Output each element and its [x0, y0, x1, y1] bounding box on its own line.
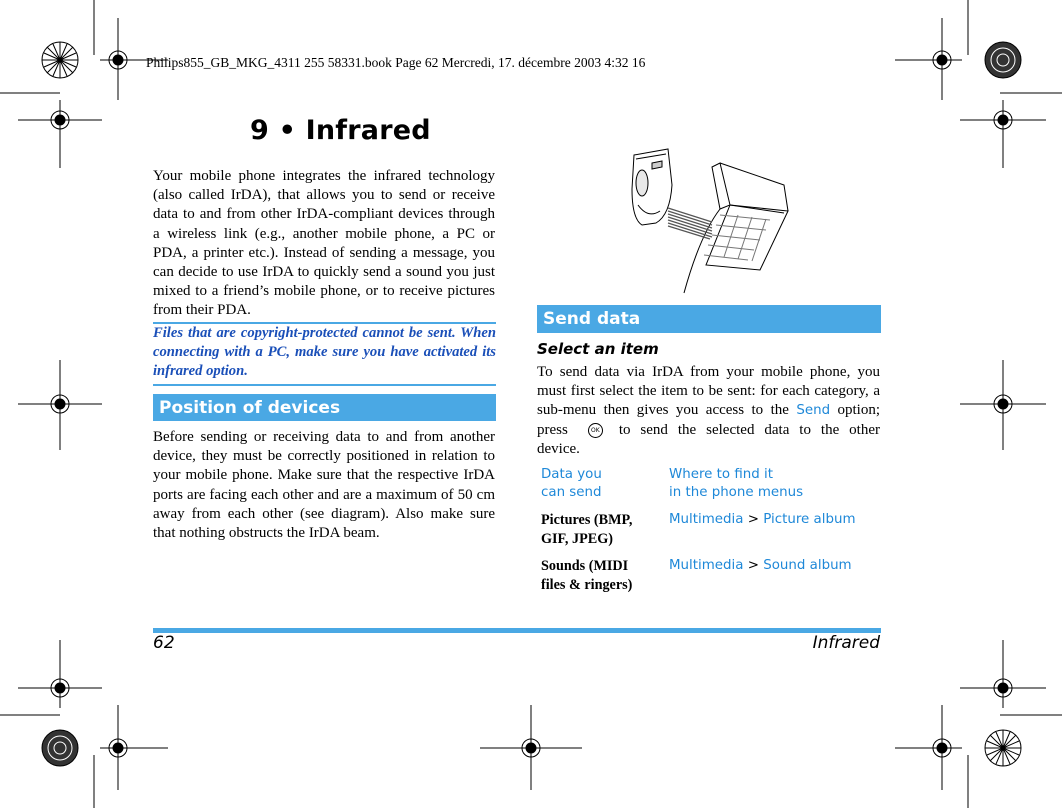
- crosshair-icon: [18, 360, 102, 450]
- crosshair-icon: [18, 100, 102, 168]
- crosshair-icon: [18, 640, 102, 708]
- subhead-select-item: Select an item: [537, 340, 659, 358]
- row1-data-line2: GIF, JPEG): [541, 530, 613, 547]
- table-header-row: [541, 466, 881, 502]
- registration-sun-icon: [985, 730, 1021, 766]
- path-separator: >: [747, 512, 759, 527]
- table-row: [541, 557, 881, 594]
- crosshair-icon: [960, 360, 1046, 450]
- menu-link-multimedia[interactable]: Multimedia: [669, 558, 744, 573]
- copyright-note: Files that are copyright-protected cannot be sent. When connecting with a PC, make sure you have activated its infrared option.: [153, 325, 496, 380]
- crosshair-icon: [895, 18, 962, 100]
- row2-data-line2: files & ringers): [541, 576, 633, 593]
- header-col2-line2: in the phone menus: [669, 485, 804, 500]
- position-block: [153, 428, 495, 543]
- header-col1-line1: Data you: [541, 467, 602, 482]
- footer-section-name: Infrared: [812, 633, 880, 653]
- print-header: Philips855_GB_MKG_4311 255 58331.book Page 62 Mercredi, 17. décembre 2003 4:32 16: [146, 55, 646, 70]
- send-text-1: To send data via IrDA from your mobile phone, you must first select the item to be sent: for each category, a sub-menu then gives you access to the: [537, 364, 880, 419]
- send-text-3: to send the selected data to the other device.: [537, 421, 880, 457]
- crosshair-icon: [100, 705, 168, 790]
- table-header-col1: [541, 466, 669, 502]
- table-cell-path: [669, 511, 855, 548]
- data-table: [541, 466, 881, 594]
- infrared-illustration: [620, 145, 800, 295]
- chapter-title: 9 • Infrared: [250, 115, 431, 146]
- send-paragraph: [537, 363, 880, 459]
- send-option-link[interactable]: Send: [796, 403, 831, 419]
- header-col1-line2: can send: [541, 485, 602, 500]
- crosshair-icon: [895, 705, 962, 790]
- send-text-2: option; press: [537, 402, 881, 438]
- row2-data-line1: Sounds (MIDI: [541, 558, 629, 574]
- crosshair-icon: [480, 705, 582, 790]
- menu-link-picture-album[interactable]: Picture album: [763, 512, 856, 527]
- registration-wheel-icon: [985, 42, 1021, 78]
- note-block: [153, 324, 496, 382]
- section-title-send: Send data: [543, 309, 641, 329]
- menu-link-multimedia[interactable]: Multimedia: [669, 512, 744, 527]
- section-bar-send: [537, 305, 881, 333]
- intro-paragraph: Your mobile phone integrates the infrared technology (also called IrDA), that allows you to send or receive data to and from other IrDA-compliant devices through a wireless link (e.g., another mobile phone, a PC or PDA, a printer etc.). Instead of sending a message, you can decide to use IrDA to quickly send a sound you just mixed to a friend’s mobile phone, or to receive pictures from their PDA.: [153, 168, 495, 319]
- section-bar-position: [153, 394, 496, 421]
- send-block: [537, 363, 880, 459]
- table-cell-path: [669, 557, 852, 594]
- table-cell-data: [541, 511, 669, 548]
- page-number: 62: [153, 633, 175, 653]
- footer-rule: [153, 628, 881, 633]
- intro-block: [153, 167, 495, 321]
- crosshair-icon: [960, 100, 1046, 168]
- registration-sun-icon: [42, 42, 78, 78]
- menu-link-sound-album[interactable]: Sound album: [763, 558, 852, 573]
- crosshair-icon: [960, 640, 1046, 708]
- table-row: [541, 511, 881, 548]
- position-paragraph: Before sending or receiving data to and from another device, they must be correctly positioned in relation to your mobile phone. Make sure that the respective IrDA ports are facing each other and are a maximum of 50 cm away from each other (see diagram). Also make sure that nothing obstructs the IrDA beam.: [153, 429, 495, 542]
- table-cell-data: [541, 557, 669, 594]
- registration-wheel-icon: [42, 730, 78, 766]
- table-header-col2: [669, 466, 803, 502]
- row1-data-line1: Pictures (BMP,: [541, 512, 633, 528]
- note-rule-bottom: [153, 384, 496, 386]
- path-separator: >: [747, 558, 759, 573]
- ok-key-icon: OK: [588, 423, 603, 438]
- section-title-position: Position of devices: [159, 397, 341, 418]
- header-col2-line1: Where to find it: [669, 467, 774, 482]
